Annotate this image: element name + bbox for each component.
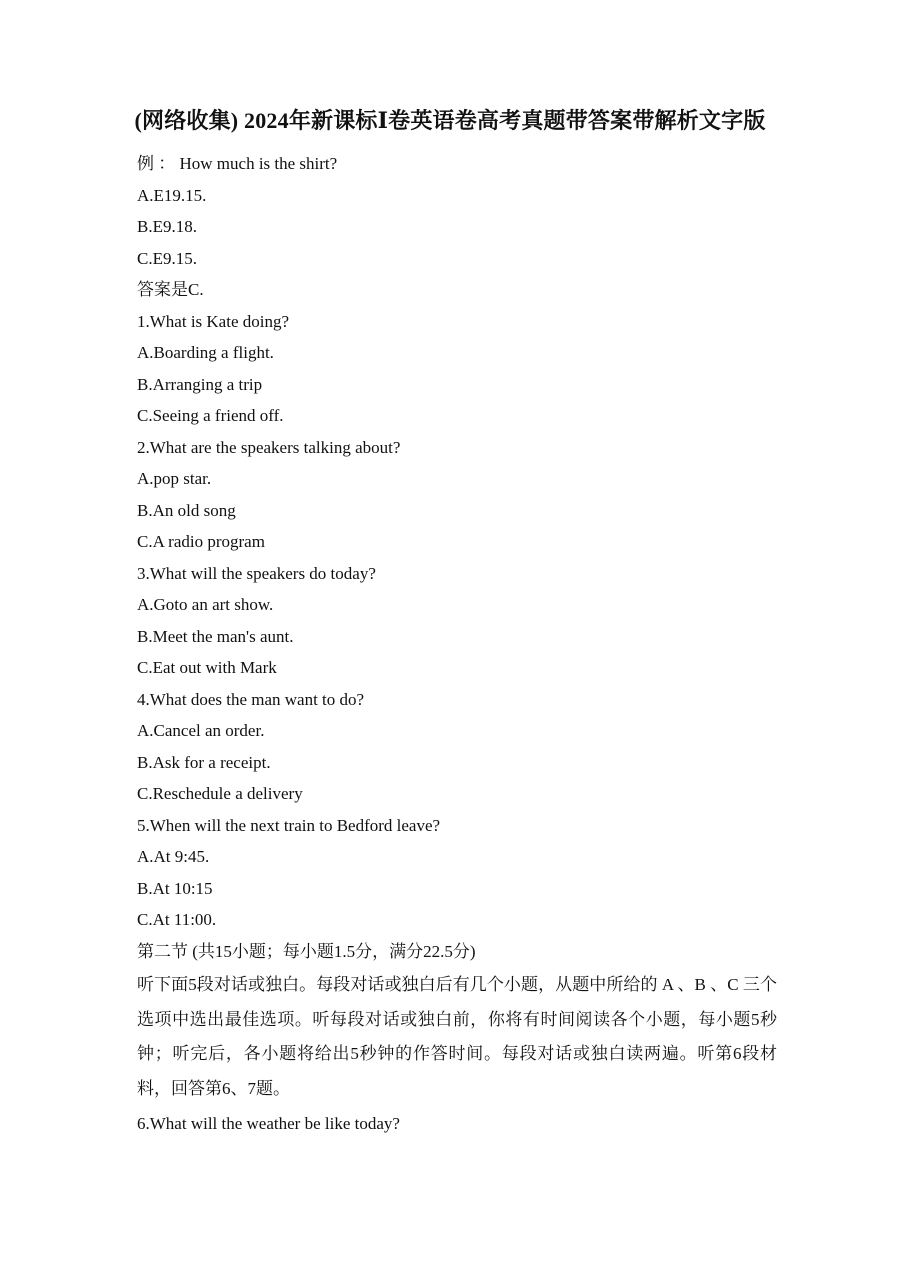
example-option-b: B.E9.18. bbox=[137, 217, 197, 236]
document-title: (网络收集) 2024年新课标Ⅰ卷英语卷高考真题带答案带解析文字版 bbox=[134, 108, 766, 133]
question-5: 5.When will the next train to Bedford leave? bbox=[137, 815, 441, 835]
example-option-a: A.E19.15. bbox=[137, 185, 207, 205]
question-2-option-c: C.A radio program bbox=[137, 532, 265, 551]
question-4-option-b: B.Ask for a receipt. bbox=[137, 752, 271, 772]
question-3-option-a: A.Goto an art show. bbox=[137, 595, 274, 614]
question-1-option-a: A.Boarding a flight. bbox=[137, 343, 274, 362]
example-question: 例 ： How much is the shirt? bbox=[137, 154, 338, 173]
question-1-option-c: C.Seeing a friend off. bbox=[137, 406, 284, 425]
question-2: 2.What are the speakers talking about? bbox=[137, 437, 401, 457]
question-5-option-c: C.At 11:00. bbox=[137, 910, 217, 929]
question-3-option-b: B.Meet the man's aunt. bbox=[137, 626, 294, 646]
question-5-option-b: B.At 10:15 bbox=[137, 878, 213, 898]
question-3: 3.What will the speakers do today? bbox=[137, 563, 376, 583]
question-2-option-a: A.pop star. bbox=[137, 469, 212, 488]
question-4-option-a: A.Cancel an order. bbox=[137, 721, 265, 740]
section-heading: 第二节 (共15小题；每小题1.5分，满分22.5分) bbox=[137, 941, 476, 961]
question-1: 1.What is Kate doing? bbox=[137, 311, 290, 331]
question-4: 4.What does the man want to do? bbox=[137, 689, 365, 709]
question-2-option-b: B.An old song bbox=[137, 500, 236, 520]
document-body bbox=[137, 148, 777, 1140]
question-6: 6.What will the weather be like today? bbox=[137, 1114, 400, 1133]
section-instruction: 听下面5段对话或独白。每段对话或独白后有几个小题，从题中所给的 A 、B 、C 三个选项中选出最佳选项。听每段对话或独白前，你将有时间阅读各个小题，每小题5秒钟；听完后，各小题将给出5秒钟的作答时间。每段对话或独白读两遍。听第6段材料，回答第6、7题。 bbox=[137, 975, 777, 1098]
example-option-c: C.E9.15. bbox=[137, 248, 197, 268]
question-5-option-a: A.At 9:45. bbox=[137, 847, 210, 866]
question-4-option-c: C.Reschedule a delivery bbox=[137, 784, 303, 803]
question-1-option-b: B.Arranging a trip bbox=[137, 374, 263, 394]
question-3-option-c: C.Eat out with Mark bbox=[137, 658, 277, 677]
example-answer: 答案是C. bbox=[137, 280, 204, 299]
